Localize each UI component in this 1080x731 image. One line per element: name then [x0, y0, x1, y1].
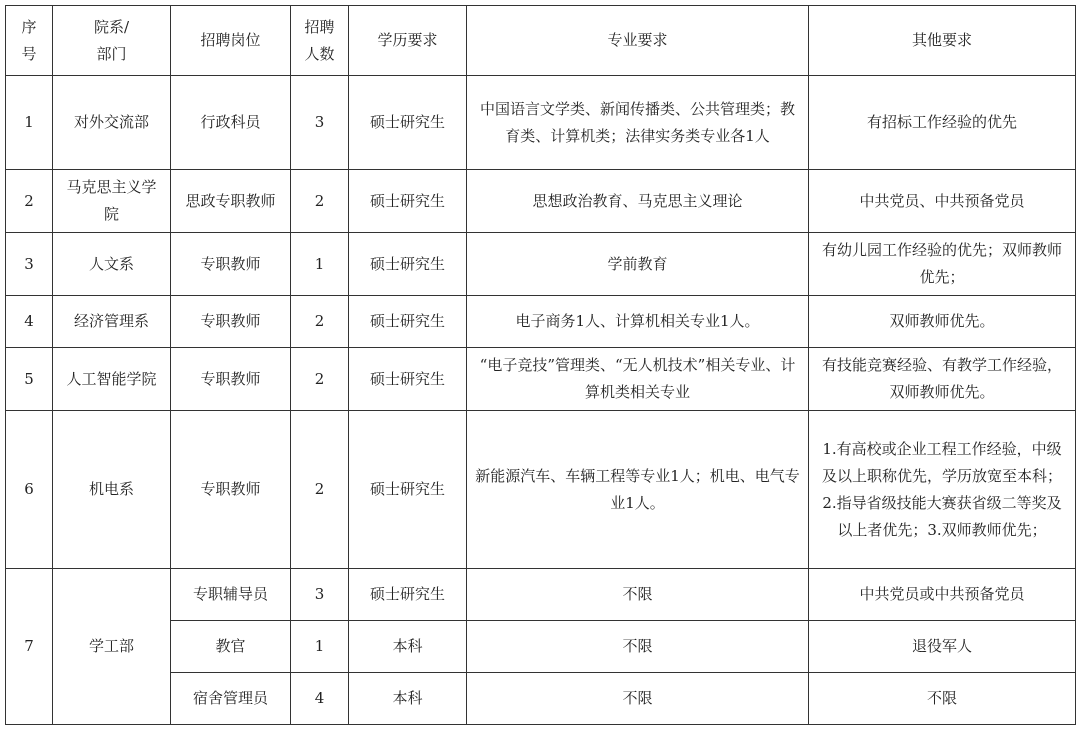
cell-count: 4: [291, 673, 349, 725]
cell-no: 7: [6, 569, 53, 725]
cell-no: 1: [6, 76, 53, 170]
cell-position: 行政科员: [171, 76, 291, 170]
header-dept: 院系/ 部门: [53, 6, 171, 76]
cell-education: 硕士研究生: [349, 411, 467, 569]
table-row: [6, 170, 1076, 233]
cell-other: 有技能竞赛经验、有教学工作经验，双师教师优先。: [809, 348, 1076, 411]
cell-position: 专职教师: [171, 348, 291, 411]
header-other: 其他要求: [809, 6, 1076, 76]
cell-major: 新能源汽车、车辆工程等专业1人；机电、电气专业1人。: [467, 411, 809, 569]
cell-education: 硕士研究生: [349, 170, 467, 233]
cell-no: 6: [6, 411, 53, 569]
cell-no: 2: [6, 170, 53, 233]
cell-count: 2: [291, 348, 349, 411]
cell-dept: 马克思主义学院: [53, 170, 171, 233]
table-row: [6, 411, 1076, 569]
cell-position: 专职教师: [171, 296, 291, 348]
cell-position: 思政专职教师: [171, 170, 291, 233]
cell-education: 本科: [349, 673, 467, 725]
cell-count: 1: [291, 233, 349, 296]
cell-other: 退役军人: [809, 621, 1076, 673]
cell-major: 不限: [467, 569, 809, 621]
cell-count: 3: [291, 76, 349, 170]
cell-education: 本科: [349, 621, 467, 673]
cell-no: 5: [6, 348, 53, 411]
header-no: 序 号: [6, 6, 53, 76]
cell-other: 双师教师优先。: [809, 296, 1076, 348]
cell-major: 不限: [467, 621, 809, 673]
header-count: 招聘 人数: [291, 6, 349, 76]
header-education: 学历要求: [349, 6, 467, 76]
recruitment-table: [5, 5, 1076, 725]
cell-position: 专职教师: [171, 233, 291, 296]
cell-position: 宿舍管理员: [171, 673, 291, 725]
table-row: [6, 233, 1076, 296]
cell-count: 1: [291, 621, 349, 673]
cell-dept: 人工智能学院: [53, 348, 171, 411]
cell-major: 思想政治教育、马克思主义理论: [467, 170, 809, 233]
cell-other: 中共党员、中共预备党员: [809, 170, 1076, 233]
cell-no: 3: [6, 233, 53, 296]
cell-major: “电子竞技”管理类、“无人机技术”相关专业、计算机类相关专业: [467, 348, 809, 411]
table-row: [6, 76, 1076, 170]
cell-education: 硕士研究生: [349, 296, 467, 348]
table-row: [6, 569, 1076, 621]
cell-count: 2: [291, 296, 349, 348]
cell-other: 中共党员或中共预备党员: [809, 569, 1076, 621]
cell-other: 有招标工作经验的优先: [809, 76, 1076, 170]
cell-education: 硕士研究生: [349, 76, 467, 170]
cell-other: 1.有高校或企业工程工作经验，中级及以上职称优先，学历放宽至本科；2.指导省级技能大赛获省级二等奖及以上者优先；3.双师教师优先；: [809, 411, 1076, 569]
table-header-row: [6, 6, 1076, 76]
cell-education: 硕士研究生: [349, 233, 467, 296]
cell-dept: 人文系: [53, 233, 171, 296]
header-position: 招聘岗位: [171, 6, 291, 76]
cell-dept: 机电系: [53, 411, 171, 569]
table-row: [6, 296, 1076, 348]
cell-position: 专职教师: [171, 411, 291, 569]
cell-major: 不限: [467, 673, 809, 725]
cell-other: 不限: [809, 673, 1076, 725]
cell-count: 2: [291, 411, 349, 569]
cell-dept: 学工部: [53, 569, 171, 725]
cell-education: 硕士研究生: [349, 348, 467, 411]
cell-position: 教官: [171, 621, 291, 673]
cell-education: 硕士研究生: [349, 569, 467, 621]
cell-no: 4: [6, 296, 53, 348]
cell-dept: 经济管理系: [53, 296, 171, 348]
cell-count: 3: [291, 569, 349, 621]
header-major: 专业要求: [467, 6, 809, 76]
cell-position: 专职辅导员: [171, 569, 291, 621]
cell-major: 学前教育: [467, 233, 809, 296]
cell-major: 中国语言文学类、新闻传播类、公共管理类；教育类、计算机类；法律实务类专业各1人: [467, 76, 809, 170]
cell-major: 电子商务1人、计算机相关专业1人。: [467, 296, 809, 348]
cell-count: 2: [291, 170, 349, 233]
table-row: [6, 348, 1076, 411]
cell-dept: 对外交流部: [53, 76, 171, 170]
cell-other: 有幼儿园工作经验的优先；双师教师优先；: [809, 233, 1076, 296]
